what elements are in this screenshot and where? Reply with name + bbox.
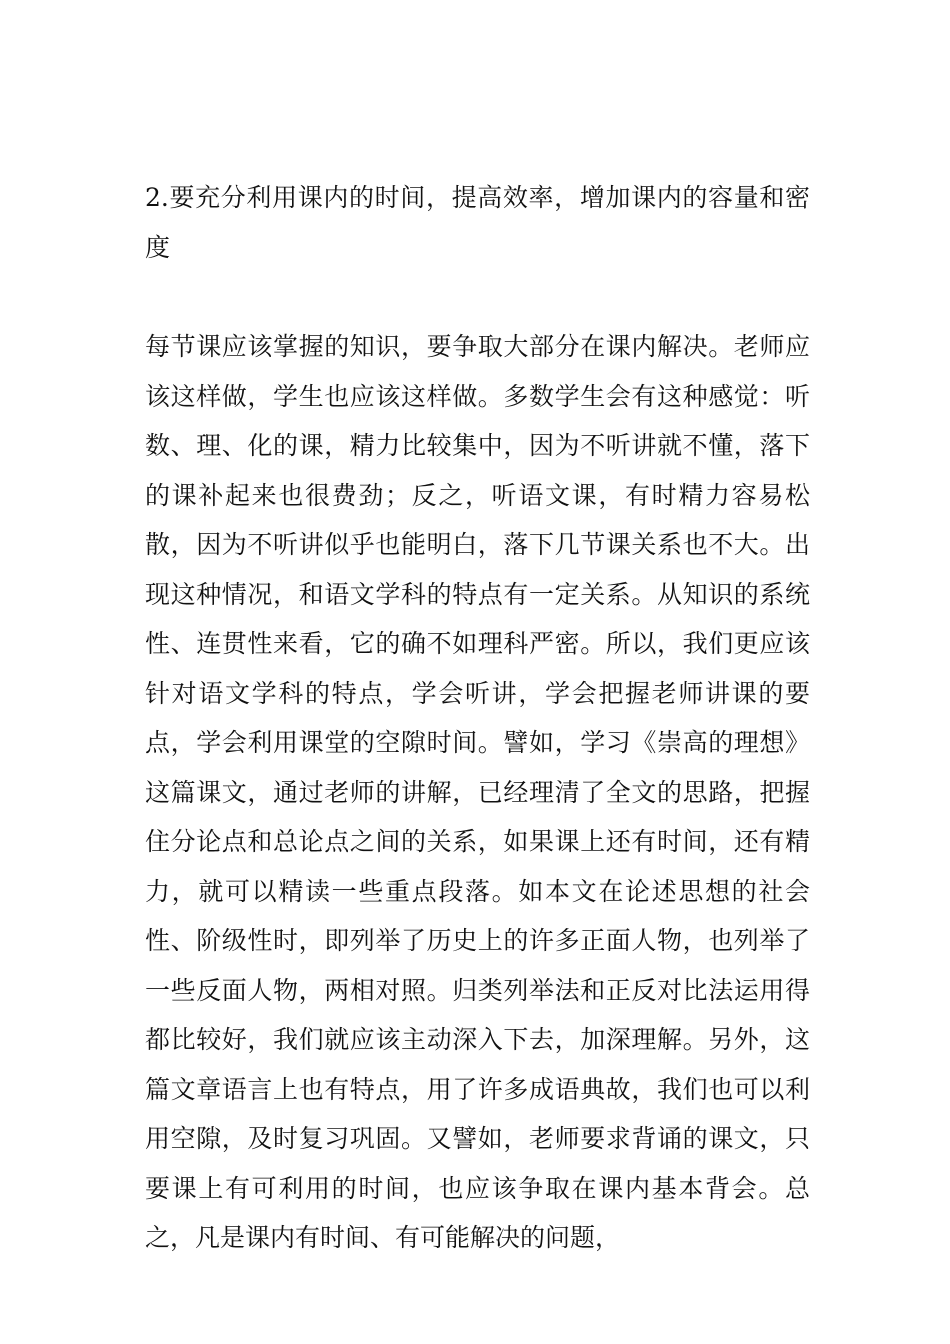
body-paragraph: 每节课应该掌握的知识，要争取大部分在课内解决。老师应该这样做，学生也应该这样做。多数学生会有这种感觉：听数、理、化的课，精力比较集中，因为不听讲就不懂，落下的课补起来也很费劲；反之，听语文课，有时精力容易松散，因为不听讲似乎也能明白，落下几节课关系也不大。出现这种情况，和语文学科的特点有一定关系。从知识的系统性、连贯性来看，它的确不如理科严密。所以，我们更应该针对语文学科的特点，学会听讲，学会把握老师讲课的要点，学会利用课堂的空隙时间。譬如，学习《崇高的理想》这篇课文，通过老师的讲解，已经理清了全文的思路，把握住分论点和总论点之间的关系，如果课上还有时间，还有精力，就可以精读一些重点段落。如本文在论述思想的社会性、阶级性时，即列举了历史上的许多正面人物，也列举了一些反面人物，两相对照。归类列举法和正反对比法运用得都比较好，我们就应该主动深入下去，加深理解。另外，这篇文章语言上也有特点，用了许多成语典故，我们也可以利用空隙，及时复习巩固。又譬如，老师要求背诵的课文，只要课上有可利用的时间，也应该争取在课内基本背会。总之，凡是课内有时间、有可能解决的问题， bbox=[145, 332, 810, 1252]
section-heading: 2.要充分利用课内的时间，提高效率，增加课内的容量和密度 bbox=[145, 183, 810, 262]
